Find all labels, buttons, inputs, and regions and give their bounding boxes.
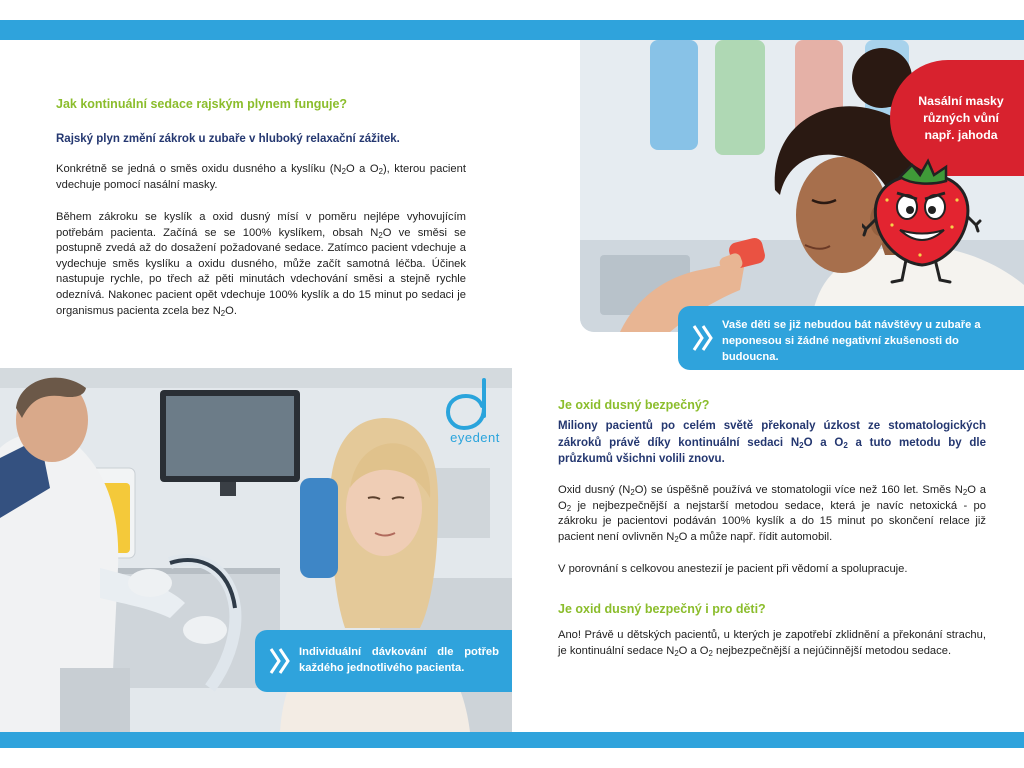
heading-is-it-safe: Je oxid dusný bezpečný? — [558, 398, 710, 412]
paragraph-history: Oxid dusný $(N_2O)$ se úspěšně používá ve stomatologii více než 160 let. Směs $N_2O$ a $O_2$ je nejbezpečnější a nejstarší metodou sedace, která je navíc netoxická - po zákroku je pacientovi podáván 100% kyslík a do 15 minut po skončení relace již pacient není ovlivněn $N_2O$ a může např. řídit automobil. — [558, 484, 986, 544]
top-band — [0, 20, 1024, 40]
double-chevron-right-icon — [692, 323, 714, 353]
callout-dosing-text: Individuální dávkování dle potřeb každého jednotlivého pacienta. — [299, 646, 499, 674]
paragraph-mixture: Konkrétně se jedná o směs oxidu dusného a kyslíku ($N_2O$ a $O_2$), kterou pacient vdechuje pomocí nasální masky. — [56, 163, 466, 191]
badge-text: Nasální masky různých vůní např. jahoda — [918, 93, 1004, 142]
heading-how-it-works: Jak kontinuální sedace rajským plynem funguje? — [56, 97, 348, 111]
callout-children — [678, 306, 1024, 370]
double-chevron-right-icon — [269, 646, 291, 676]
eyedent-logo-text: eyedent — [450, 430, 500, 445]
paragraph-procedure: Během zákroku se kyslík a oxid dusný mísí v poměru nejlépe vyhovujícím potřebám pacienta. Začíná se se 100% kyslíkem, obsah $N_2O$ ve směsi se postupně zvedá až do dosažení požadované sedace. Zatímco pacient vdechuje a vydechuje směs kyslíku a oxidu dusného, může začít samotná léčba. Účinek nastupuje rychle, po třech až pěti minutách vdechování směsi a stejně rychle odeznívá. Nakonec pacient opět vdechuje 100% kyslík a do 15 minut po sedaci je organismus pacienta zcela bez $N_2O$. — [56, 211, 466, 318]
lead-text: Rajský plyn změní zákrok u zubaře v hluboký relaxační zážitek. — [56, 133, 400, 145]
paragraph-children: Ano! Právě u dětských pacientů, u kterých je zapotřebí zklidnění a překonání strachu, je kontinuální sedace $N_2O$ a $O_2$ nejbezpečnější a nejúčinnější metodou sedace. — [558, 629, 986, 658]
heading-safe-for-children: Je oxid dusný bezpečný i pro děti? — [558, 602, 766, 616]
callout-dosing — [255, 630, 512, 692]
bottom-band — [0, 732, 1024, 748]
strawberry-mascot-icon — [862, 155, 982, 290]
eyedent-logo — [440, 378, 510, 453]
callout-children-text: Vaše děti se již nebudou bát návštěvy u zubaře a neponesou si žádné negativní zkušenosti do budoucna. — [722, 319, 981, 363]
right-lead-text: Miliony pacientů po celém světě překonaly úzkost ze stomatologických zákroků právě díky kontinuální sedaci $N_2O$ a $O_2$ a tuto metodu by dle průzkumů všichni volili znovu. — [558, 420, 987, 465]
paragraph-anesthesia-comparison: V porovnání s celkovou anestezií je pacient při vědomí a spolupracuje. — [558, 563, 908, 575]
eyedent-logo-mark-icon — [446, 378, 506, 430]
